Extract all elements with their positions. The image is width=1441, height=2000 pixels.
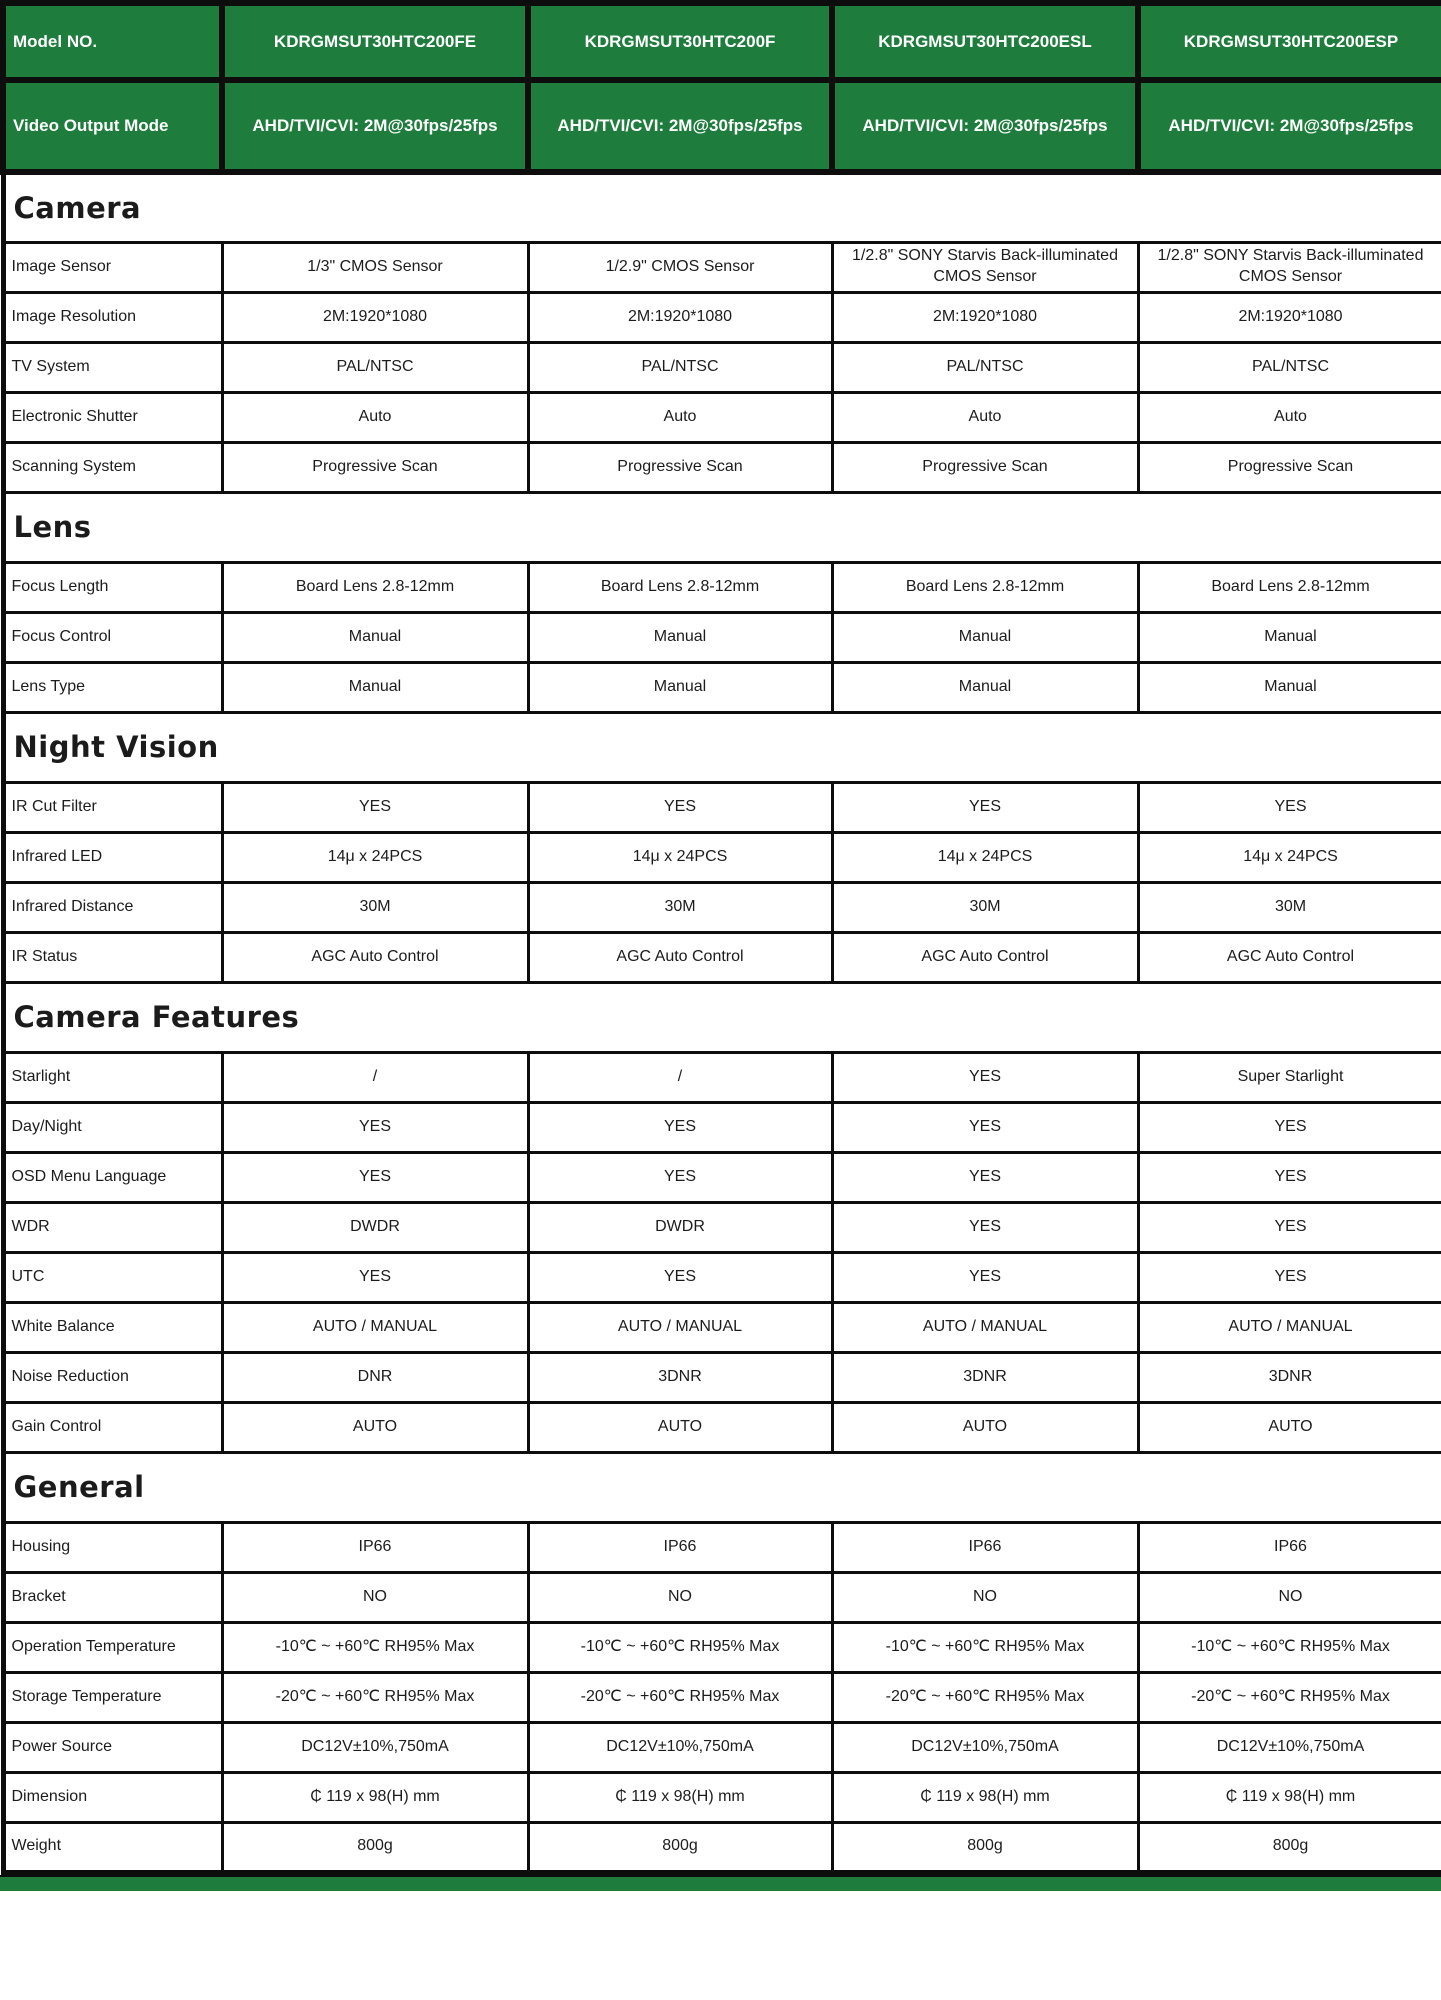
- spec-value: 30M: [528, 882, 832, 932]
- spec-value: Board Lens 2.8-12mm: [222, 562, 528, 612]
- spec-label: Focus Control: [3, 612, 222, 662]
- spec-value: NO: [832, 1572, 1138, 1622]
- spec-value: 14μ x 24PCS: [222, 832, 528, 882]
- spec-value: AUTO / MANUAL: [528, 1302, 832, 1352]
- spec-row: [3, 1672, 1441, 1722]
- spec-label: Gain Control: [3, 1402, 222, 1452]
- section-header-camera-features: Camera Features: [3, 982, 1441, 1052]
- spec-value: YES: [1138, 1152, 1441, 1202]
- spec-value: -20℃ ~ +60℃ RH95% Max: [528, 1672, 832, 1722]
- spec-value: 2M:1920*1080: [832, 292, 1138, 342]
- spec-value: 3DNR: [528, 1352, 832, 1402]
- spec-label: Infrared LED: [3, 832, 222, 882]
- spec-value: DNR: [222, 1352, 528, 1402]
- spec-label: Image Sensor: [3, 242, 222, 292]
- spec-value: ₵ 119 x 98(H) mm: [1138, 1772, 1441, 1822]
- spec-value: Manual: [832, 662, 1138, 712]
- spec-value: AUTO: [222, 1402, 528, 1452]
- video-output-row: [3, 80, 1441, 172]
- spec-label: Scanning System: [3, 442, 222, 492]
- spec-value: Board Lens 2.8-12mm: [1138, 562, 1441, 612]
- spec-value: IP66: [832, 1522, 1138, 1572]
- spec-row: [3, 242, 1441, 292]
- spec-label: Storage Temperature: [3, 1672, 222, 1722]
- section-header-general: General: [3, 1452, 1441, 1522]
- spec-value: AUTO / MANUAL: [1138, 1302, 1441, 1352]
- spec-value: ₵ 119 x 98(H) mm: [528, 1772, 832, 1822]
- spec-row: [3, 392, 1441, 442]
- spec-value: 800g: [832, 1822, 1138, 1872]
- section-header-row: [3, 982, 1441, 1052]
- spec-row: [3, 1152, 1441, 1202]
- spec-value: DC12V±10%,750mA: [832, 1722, 1138, 1772]
- spec-label: Infrared Distance: [3, 882, 222, 932]
- spec-value: Auto: [832, 392, 1138, 442]
- spec-value: Manual: [222, 662, 528, 712]
- spec-value: AUTO / MANUAL: [222, 1302, 528, 1352]
- spec-value: YES: [832, 1152, 1138, 1202]
- spec-value: YES: [832, 1102, 1138, 1152]
- spec-value: Manual: [832, 612, 1138, 662]
- spec-row: [3, 342, 1441, 392]
- spec-value: Auto: [528, 392, 832, 442]
- spec-row: [3, 1572, 1441, 1622]
- spec-row: [3, 1772, 1441, 1822]
- section-header-row: [3, 1452, 1441, 1522]
- spec-value: AUTO / MANUAL: [832, 1302, 1138, 1352]
- spec-value: 1/2.8" SONY Starvis Back-illuminated CMOS Sensor: [1138, 242, 1441, 292]
- spec-row: [3, 1302, 1441, 1352]
- spec-value: /: [222, 1052, 528, 1102]
- spec-value: AUTO: [832, 1402, 1138, 1452]
- spec-value: -20℃ ~ +60℃ RH95% Max: [832, 1672, 1138, 1722]
- spec-value: YES: [222, 1152, 528, 1202]
- video-output-label: Video Output Mode: [3, 80, 222, 172]
- spec-value: DWDR: [222, 1202, 528, 1252]
- spec-row: [3, 1102, 1441, 1152]
- spec-value: Auto: [1138, 392, 1441, 442]
- spec-value: ₵ 119 x 98(H) mm: [832, 1772, 1138, 1822]
- spec-label: Housing: [3, 1522, 222, 1572]
- spec-row: [3, 832, 1441, 882]
- section-header-row: [3, 172, 1441, 242]
- spec-value: Progressive Scan: [528, 442, 832, 492]
- model-no-header: Model NO.: [3, 3, 222, 80]
- spec-value: AUTO: [1138, 1402, 1441, 1452]
- spec-value: 3DNR: [832, 1352, 1138, 1402]
- section-header-lens: Lens: [3, 492, 1441, 562]
- spec-label: TV System: [3, 342, 222, 392]
- spec-value: NO: [222, 1572, 528, 1622]
- spec-value: -10℃ ~ +60℃ RH95% Max: [528, 1622, 832, 1672]
- spec-row: [3, 1722, 1441, 1772]
- spec-value: Progressive Scan: [1138, 442, 1441, 492]
- spec-value: -10℃ ~ +60℃ RH95% Max: [1138, 1622, 1441, 1672]
- video-output-value: AHD/TVI/CVI: 2M@30fps/25fps: [832, 80, 1138, 172]
- spec-label: Focus Length: [3, 562, 222, 612]
- model-name-header: KDRGMSUT30HTC200ESP: [1138, 3, 1441, 80]
- spec-value: YES: [832, 1052, 1138, 1102]
- spec-value: AGC Auto Control: [222, 932, 528, 982]
- spec-value: 14μ x 24PCS: [528, 832, 832, 882]
- spec-row: [3, 1402, 1441, 1452]
- spec-row: [3, 292, 1441, 342]
- spec-value: Manual: [528, 612, 832, 662]
- spec-value: 14μ x 24PCS: [832, 832, 1138, 882]
- spec-row: [3, 1352, 1441, 1402]
- spec-value: YES: [528, 1102, 832, 1152]
- spec-value: DC12V±10%,750mA: [222, 1722, 528, 1772]
- spec-value: PAL/NTSC: [528, 342, 832, 392]
- section-header-night-vision: Night Vision: [3, 712, 1441, 782]
- video-output-value: AHD/TVI/CVI: 2M@30fps/25fps: [528, 80, 832, 172]
- spec-value: -20℃ ~ +60℃ RH95% Max: [1138, 1672, 1441, 1722]
- spec-value: IP66: [222, 1522, 528, 1572]
- model-header-row: [3, 3, 1441, 80]
- spec-value: 30M: [1138, 882, 1441, 932]
- spec-label: Bracket: [3, 1572, 222, 1622]
- spec-value: 800g: [528, 1822, 832, 1872]
- spec-value: YES: [832, 1202, 1138, 1252]
- spec-value: NO: [528, 1572, 832, 1622]
- spec-value: Manual: [528, 662, 832, 712]
- spec-value: 1/2.8" SONY Starvis Back-illuminated CMOS Sensor: [832, 242, 1138, 292]
- spec-value: DC12V±10%,750mA: [528, 1722, 832, 1772]
- spec-value: Board Lens 2.8-12mm: [528, 562, 832, 612]
- spec-row: [3, 1202, 1441, 1252]
- spec-value: -20℃ ~ +60℃ RH95% Max: [222, 1672, 528, 1722]
- spec-value: IP66: [528, 1522, 832, 1572]
- spec-value: AGC Auto Control: [528, 932, 832, 982]
- spec-label: WDR: [3, 1202, 222, 1252]
- spec-value: YES: [222, 782, 528, 832]
- spec-value: Progressive Scan: [832, 442, 1138, 492]
- spec-label: Dimension: [3, 1772, 222, 1822]
- spec-value: NO: [1138, 1572, 1441, 1622]
- spec-value: Manual: [1138, 612, 1441, 662]
- spec-row: [3, 1622, 1441, 1672]
- spec-value: YES: [528, 1152, 832, 1202]
- spec-label: Operation Temperature: [3, 1622, 222, 1672]
- spec-value: AUTO: [528, 1402, 832, 1452]
- spec-row: [3, 442, 1441, 492]
- spec-value: 800g: [222, 1822, 528, 1872]
- spec-value: YES: [1138, 1102, 1441, 1152]
- spec-row: [3, 882, 1441, 932]
- spec-value: YES: [832, 782, 1138, 832]
- spec-value: 1/3" CMOS Sensor: [222, 242, 528, 292]
- spec-value: AGC Auto Control: [832, 932, 1138, 982]
- spec-value: YES: [528, 1252, 832, 1302]
- spec-value: Manual: [1138, 662, 1441, 712]
- spec-table-body: [3, 3, 1441, 1872]
- spec-row: [3, 1822, 1441, 1872]
- spec-value: PAL/NTSC: [222, 342, 528, 392]
- spec-value: 800g: [1138, 1822, 1441, 1872]
- spec-value: Board Lens 2.8-12mm: [832, 562, 1138, 612]
- spec-value: PAL/NTSC: [1138, 342, 1441, 392]
- spec-label: White Balance: [3, 1302, 222, 1352]
- spec-row: [3, 932, 1441, 982]
- bottom-green-strip: [0, 1875, 1441, 1891]
- spec-value: ₵ 119 x 98(H) mm: [222, 1772, 528, 1822]
- spec-value: 30M: [832, 882, 1138, 932]
- spec-value: Auto: [222, 392, 528, 442]
- spec-value: 2M:1920*1080: [528, 292, 832, 342]
- spec-value: YES: [222, 1252, 528, 1302]
- spec-label: Power Source: [3, 1722, 222, 1772]
- model-name-header: KDRGMSUT30HTC200FE: [222, 3, 528, 80]
- spec-value: YES: [528, 782, 832, 832]
- video-output-value: AHD/TVI/CVI: 2M@30fps/25fps: [1138, 80, 1441, 172]
- section-header-row: [3, 712, 1441, 782]
- spec-value: /: [528, 1052, 832, 1102]
- spec-value: -10℃ ~ +60℃ RH95% Max: [832, 1622, 1138, 1672]
- spec-value: YES: [1138, 1252, 1441, 1302]
- spec-row: [3, 1252, 1441, 1302]
- spec-label: Day/Night: [3, 1102, 222, 1152]
- spec-value: 2M:1920*1080: [222, 292, 528, 342]
- spec-value: YES: [222, 1102, 528, 1152]
- spec-label: Starlight: [3, 1052, 222, 1102]
- spec-label: UTC: [3, 1252, 222, 1302]
- spec-label: IR Status: [3, 932, 222, 982]
- spec-row: [3, 1522, 1441, 1572]
- spec-value: YES: [1138, 1202, 1441, 1252]
- spec-label: Electronic Shutter: [3, 392, 222, 442]
- video-output-value: AHD/TVI/CVI: 2M@30fps/25fps: [222, 80, 528, 172]
- spec-value: 1/2.9" CMOS Sensor: [528, 242, 832, 292]
- section-header-row: [3, 492, 1441, 562]
- spec-label: OSD Menu Language: [3, 1152, 222, 1202]
- model-name-header: KDRGMSUT30HTC200ESL: [832, 3, 1138, 80]
- spec-value: Manual: [222, 612, 528, 662]
- spec-label: IR Cut Filter: [3, 782, 222, 832]
- spec-value: DWDR: [528, 1202, 832, 1252]
- spec-row: [3, 782, 1441, 832]
- spec-label: Lens Type: [3, 662, 222, 712]
- spec-value: AGC Auto Control: [1138, 932, 1441, 982]
- spec-value: PAL/NTSC: [832, 342, 1138, 392]
- spec-value: YES: [832, 1252, 1138, 1302]
- spec-row: [3, 1052, 1441, 1102]
- spec-value: 14μ x 24PCS: [1138, 832, 1441, 882]
- section-header-camera: Camera: [3, 172, 1441, 242]
- model-name-header: KDRGMSUT30HTC200F: [528, 3, 832, 80]
- spec-value: 30M: [222, 882, 528, 932]
- spec-value: Progressive Scan: [222, 442, 528, 492]
- spec-value: YES: [1138, 782, 1441, 832]
- spec-value: 2M:1920*1080: [1138, 292, 1441, 342]
- spec-value: 3DNR: [1138, 1352, 1441, 1402]
- spec-row: [3, 612, 1441, 662]
- spec-value: DC12V±10%,750mA: [1138, 1722, 1441, 1772]
- spec-row: [3, 662, 1441, 712]
- spec-value: IP66: [1138, 1522, 1441, 1572]
- spec-label: Image Resolution: [3, 292, 222, 342]
- spec-row: [3, 562, 1441, 612]
- spec-label: Noise Reduction: [3, 1352, 222, 1402]
- spec-label: Weight: [3, 1822, 222, 1872]
- spec-value: Super Starlight: [1138, 1052, 1441, 1102]
- spec-value: -10℃ ~ +60℃ RH95% Max: [222, 1622, 528, 1672]
